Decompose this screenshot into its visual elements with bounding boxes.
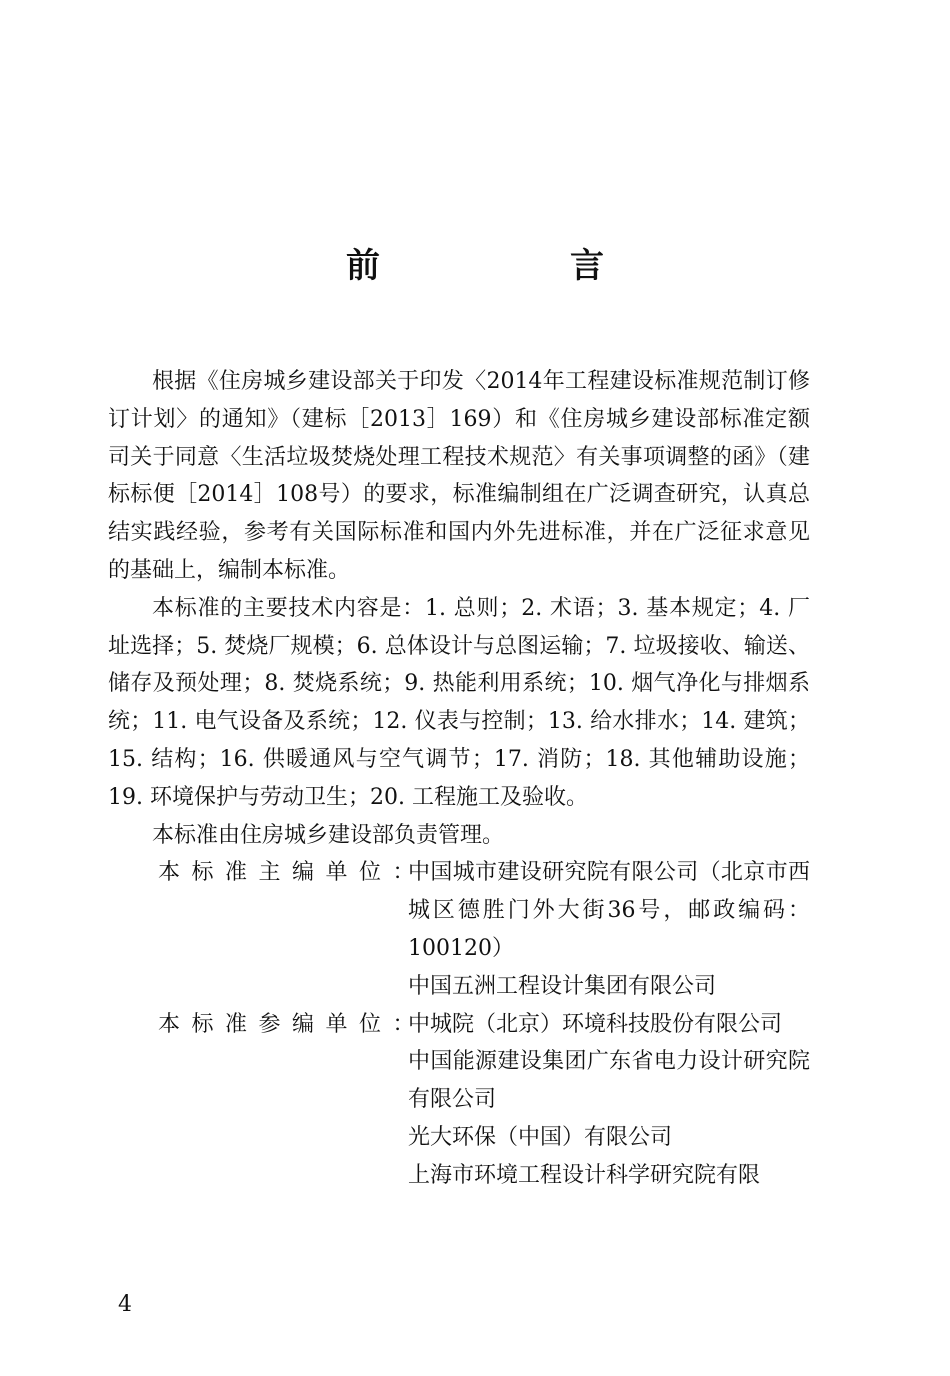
page-number: 4	[118, 1292, 132, 1317]
participating-editor-list	[408, 1006, 810, 1195]
paragraph-main-content: 本标准的主要技术内容是：1. 总则；2. 术语；3. 基本规定；4. 厂址选择；5. 焚烧厂规模；6. 总体设计与总图运输；7. 垃圾接收、输送、储存及预处理；8. 焚烧系统；9. 热能利用系统；10. 烟气净化与排烟系统；11. 电气设备及系统；12. 仪表与控制；13. 给水排水；14. 建筑；15. 结构；16. 供暖通风与空气调节；17. 消防；18. 其他辅助设施；19. 环境保护与劳动卫生；20. 工程施工及验收。	[108, 595, 810, 810]
paragraph-basis: 根据《住房城乡建设部关于印发〈2014年工程建设标准规范制订修订计划〉的通知》（建标［2013］169）和《住房城乡建设部标准定额司关于同意〈生活垃圾焚烧处理工程技术规范〉有关事项调整的函》（建标标便［2014］108号）的要求，标准编制组在广泛调查研究，认真总结实践经验，参考有关国际标准和国内外先进标准，并在广泛征求意见的基础上，编制本标准。	[108, 369, 810, 583]
chief-editor-unit: 中国五洲工程设计集团有限公司	[408, 973, 717, 999]
participating-editor-units	[108, 1006, 810, 1195]
preface-body	[108, 363, 810, 1195]
paragraph-management: 本标准由住房城乡建设部负责管理。	[152, 822, 505, 848]
participating-editor-unit: 光大环保（中国）有限公司	[408, 1124, 673, 1150]
chief-editor-label: 本标准主编单位：	[158, 860, 427, 886]
participating-editor-unit: 上海市环境工程设计科学研究院有限	[408, 1162, 761, 1188]
participating-editor-label: 本标准参编单位：	[158, 1011, 427, 1037]
page-title: 前 言	[346, 246, 682, 286]
chief-editor-units	[108, 854, 810, 1005]
chief-editor-unit: 中国城市建设研究院有限公司（北京市西城区德胜门外大街36号，邮政编码：100120）	[408, 860, 810, 961]
participating-editor-unit: 中国能源建设集团广东省电力设计研究院有限公司	[408, 1049, 810, 1113]
chief-editor-list	[408, 854, 810, 1005]
participating-editor-unit: 中城院（北京）环境科技股份有限公司	[408, 1011, 783, 1037]
